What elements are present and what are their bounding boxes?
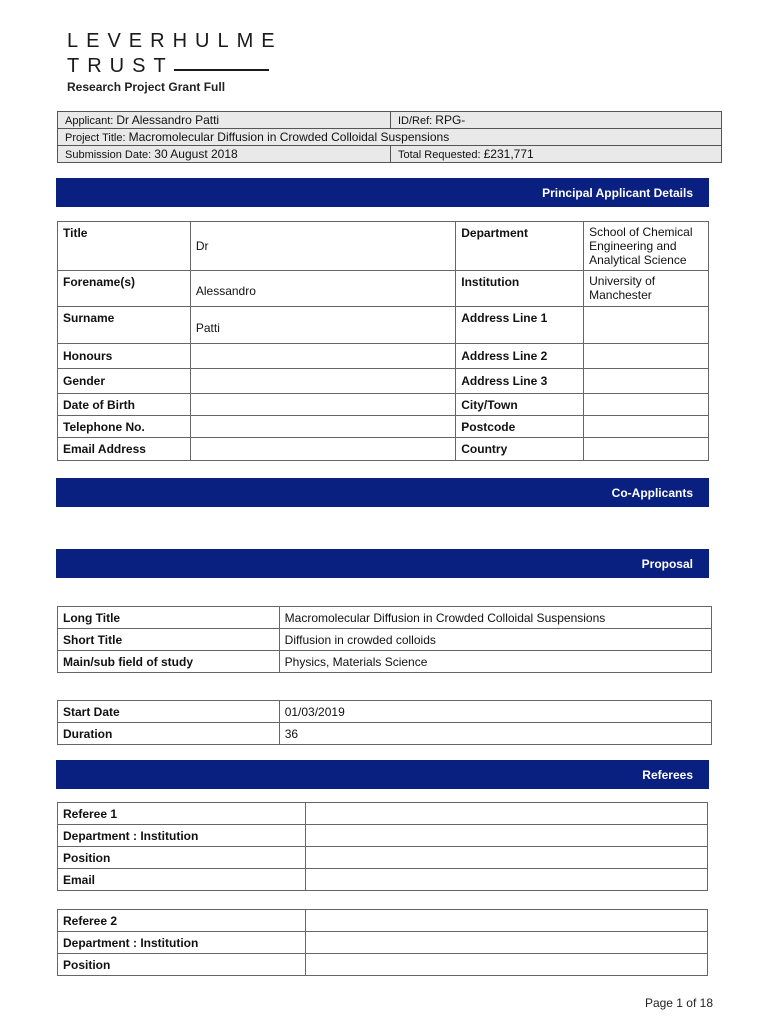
referee2-position-value bbox=[305, 954, 707, 976]
proposal-table bbox=[57, 606, 712, 673]
start-date-value: 01/03/2019 bbox=[279, 701, 711, 723]
section-proposal-banner: Proposal bbox=[56, 549, 709, 578]
referee2-label: Referee 2 bbox=[58, 910, 306, 932]
page-number: Page 1 of 18 bbox=[644, 996, 713, 1010]
logo-rule bbox=[174, 69, 269, 71]
duration-value: 36 bbox=[279, 723, 711, 745]
title-label: Title bbox=[58, 222, 191, 271]
logo-trust: TRUST bbox=[67, 55, 174, 77]
idref-cell: ID/Ref: RPG- bbox=[391, 112, 722, 129]
section-principal-banner: Principal Applicant Details bbox=[56, 178, 709, 207]
postcode-label: Postcode bbox=[456, 416, 584, 438]
city-value bbox=[584, 394, 709, 416]
duration-label: Duration bbox=[58, 723, 280, 745]
summary-table bbox=[57, 111, 722, 163]
dob-label: Date of Birth bbox=[58, 394, 191, 416]
principal-table bbox=[57, 221, 709, 461]
referee1-email-label: Email bbox=[58, 869, 306, 891]
short-title-value: Diffusion in crowded colloids bbox=[279, 629, 711, 651]
field-label: Main/sub field of study bbox=[58, 651, 280, 673]
referee1-dept-label: Department : Institution bbox=[58, 825, 306, 847]
country-label: Country bbox=[456, 438, 584, 461]
address2-label: Address Line 2 bbox=[456, 344, 584, 369]
forename-value: Alessandro bbox=[190, 271, 455, 307]
telephone-label: Telephone No. bbox=[58, 416, 191, 438]
surname-value: Patti bbox=[190, 307, 455, 344]
telephone-value bbox=[190, 416, 455, 438]
long-title-label: Long Title bbox=[58, 607, 280, 629]
honours-label: Honours bbox=[58, 344, 191, 369]
department-label: Department bbox=[456, 222, 584, 271]
referee2-dept-value bbox=[305, 932, 707, 954]
postcode-value bbox=[584, 416, 709, 438]
submission-cell: Submission Date: 30 August 2018 bbox=[58, 146, 391, 163]
dob-value bbox=[190, 394, 455, 416]
address1-label: Address Line 1 bbox=[456, 307, 584, 344]
section-referees-banner: Referees bbox=[56, 760, 709, 789]
total-value: £231,771 bbox=[483, 147, 534, 161]
logo-leverhulme: LEVERHULME bbox=[67, 30, 283, 52]
institution-label: Institution bbox=[456, 271, 584, 307]
forename-label: Forename(s) bbox=[58, 271, 191, 307]
referee1-label: Referee 1 bbox=[58, 803, 306, 825]
email-label: Email Address bbox=[58, 438, 191, 461]
project-title-cell: Project Title: Macromolecular Diffusion in Crowded Colloidal Suspensions bbox=[58, 129, 722, 146]
gender-label: Gender bbox=[58, 369, 191, 394]
submission-value: 30 August 2018 bbox=[154, 147, 238, 161]
applicant-cell: Applicant: Dr Alessandro Patti bbox=[58, 112, 391, 129]
applicant-value: Dr Alessandro Patti bbox=[116, 113, 220, 127]
referee2-position-label: Position bbox=[58, 954, 306, 976]
total-cell: Total Requested: £231,771 bbox=[391, 146, 722, 163]
institution-value: University of Manchester bbox=[584, 271, 709, 307]
address1-value bbox=[584, 307, 709, 344]
department-value: School of Chemical Engineering and Analytical Science bbox=[584, 222, 709, 271]
referee2-dept-label: Department : Institution bbox=[58, 932, 306, 954]
long-title-value: Macromolecular Diffusion in Crowded Colloidal Suspensions bbox=[279, 607, 711, 629]
gender-value bbox=[190, 369, 455, 394]
city-label: City/Town bbox=[456, 394, 584, 416]
section-coapplicants-banner: Co-Applicants bbox=[56, 478, 709, 507]
document-type: Research Project Grant Full bbox=[67, 80, 226, 94]
honours-value bbox=[190, 344, 455, 369]
referee1-email-value bbox=[305, 869, 707, 891]
email-value bbox=[190, 438, 455, 461]
address3-label: Address Line 3 bbox=[456, 369, 584, 394]
referee1-dept-value bbox=[305, 825, 707, 847]
idref-value: RPG- bbox=[435, 113, 466, 127]
project-title-value: Macromolecular Diffusion in Crowded Colloidal Suspensions bbox=[128, 130, 450, 144]
short-title-label: Short Title bbox=[58, 629, 280, 651]
field-value: Physics, Materials Science bbox=[279, 651, 711, 673]
referee1-position-label: Position bbox=[58, 847, 306, 869]
address3-value bbox=[584, 369, 709, 394]
referee2-value bbox=[305, 910, 707, 932]
address2-value bbox=[584, 344, 709, 369]
referee1-value bbox=[305, 803, 707, 825]
country-value bbox=[584, 438, 709, 461]
referee2-table bbox=[57, 909, 708, 976]
surname-label: Surname bbox=[58, 307, 191, 344]
referee1-position-value bbox=[305, 847, 707, 869]
title-value: Dr bbox=[190, 222, 455, 271]
dates-table bbox=[57, 700, 712, 745]
referee1-table bbox=[57, 802, 708, 891]
start-date-label: Start Date bbox=[58, 701, 280, 723]
